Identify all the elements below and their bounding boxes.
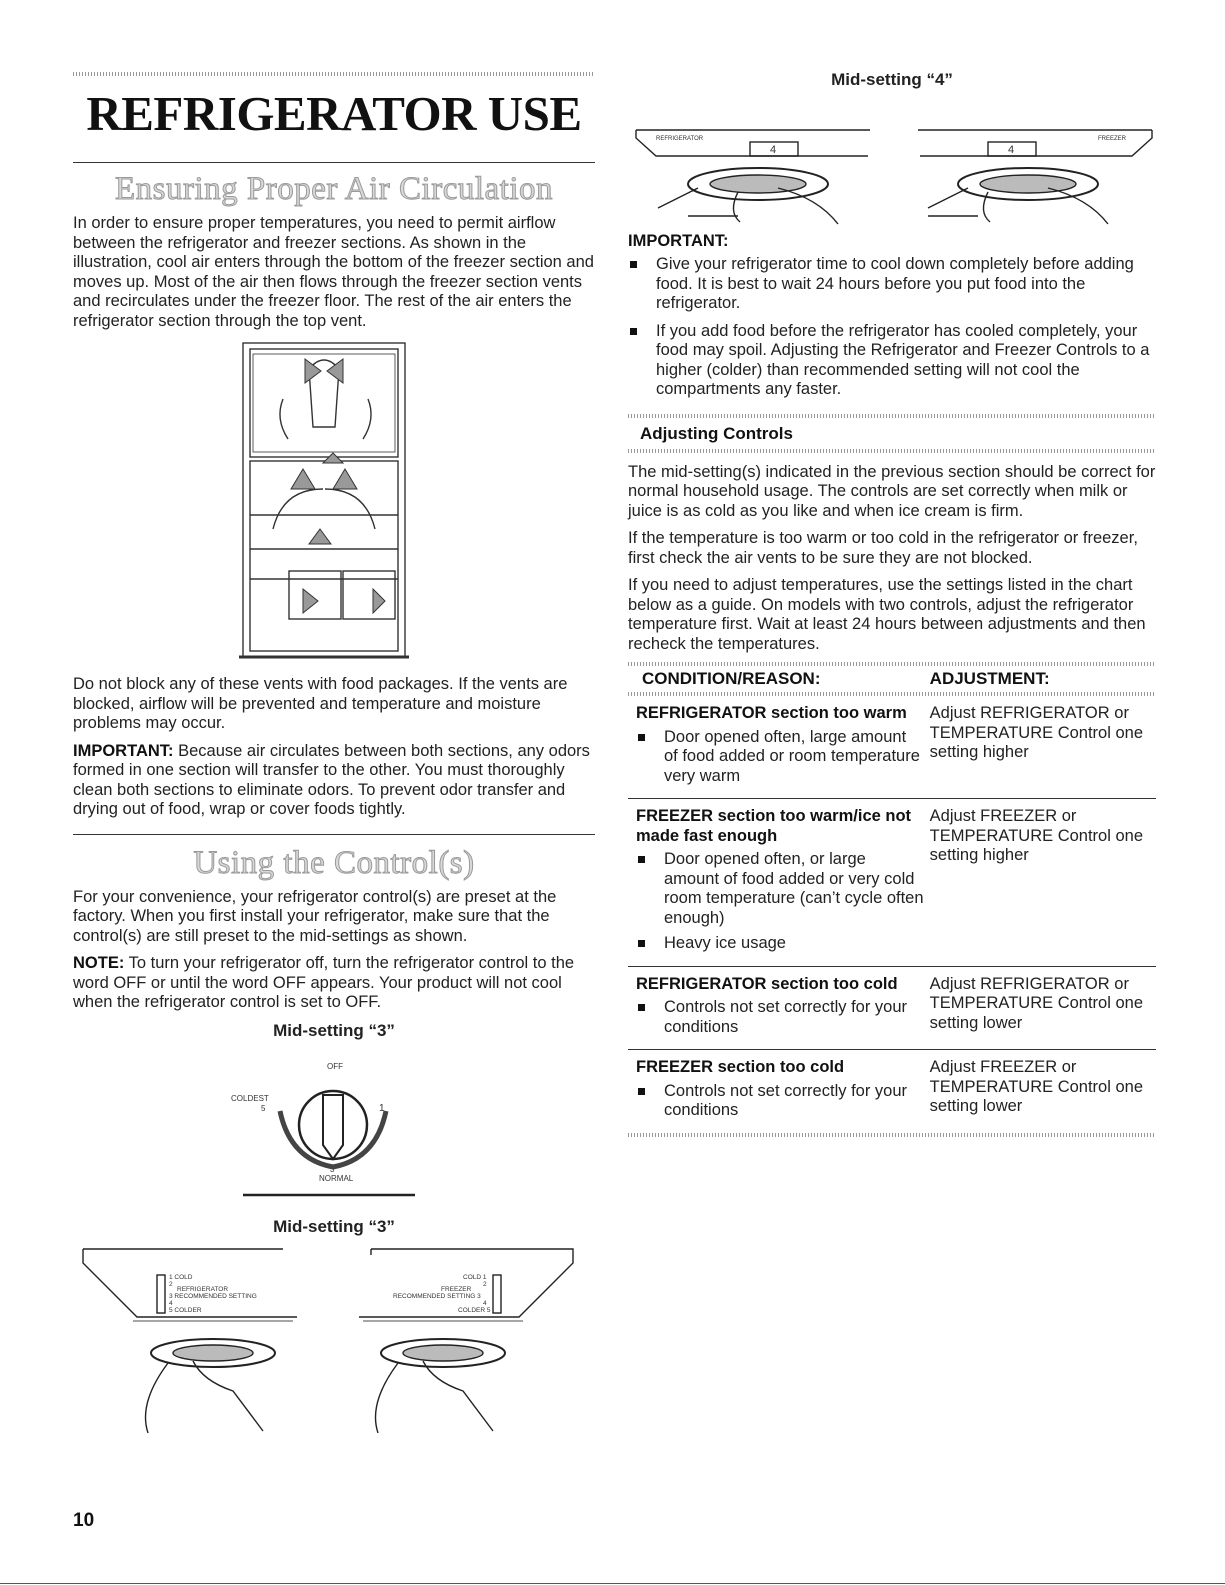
condition-bullet: Controls not set correctly for your conditions	[636, 998, 924, 1037]
slider-right-line-2: 2	[483, 1280, 487, 1288]
top-mount-controls-illustration	[628, 96, 1156, 226]
condition-bullets	[636, 1082, 924, 1121]
top-hatch-rule	[73, 72, 595, 76]
adjustment-cell: Adjust REFRIGERATOR or TEMPERATURE Control one setting higher	[929, 704, 1144, 761]
important-bullets	[628, 255, 1156, 400]
note-label: NOTE:	[73, 954, 125, 972]
slider-left-brand: REFRIGERATOR	[177, 1285, 229, 1293]
top-left-control-number: 4	[770, 144, 777, 156]
table-row	[628, 696, 1156, 799]
left-column	[73, 72, 595, 1433]
slider-left-line-3: 3 RECOMMENDED SETTING	[169, 1292, 257, 1300]
important-bullet: If you add food before the refrigerator has cooled completely, your food may spoil. Adjusting the Refrigerator and Freezer Controls to a higher (colder) than recommended setting will not cool the compartments any faster.	[628, 322, 1156, 400]
important-odors-paragraph	[73, 742, 595, 820]
dial-control-illustration	[73, 1047, 595, 1207]
adjusting-paragraph: If the temperature is too warm or too cold in the refrigerator or freezer, first check the air vents to be sure they are not blocked.	[628, 529, 1138, 567]
slider-left-line-2: 2	[169, 1280, 173, 1288]
condition-title: REFRIGERATOR section too warm	[636, 704, 907, 722]
table-row	[628, 1050, 1156, 1133]
slider-right-line-3: RECOMMENDED SETTING 3	[393, 1292, 481, 1300]
title-rule	[73, 162, 595, 163]
slider-right-line-5: COLDER 5	[458, 1306, 491, 1314]
slider-left-line-4: 4	[169, 1299, 173, 1307]
adjusting-paragraph: The mid-setting(s) indicated in the previous section should be correct for normal household usage. The controls are set correctly when milk or juice is as cold as you like and when ice cream is firm.	[628, 462, 1156, 520]
top-right-control-number: 4	[1008, 144, 1015, 156]
condition-bullet: Controls not set correctly for your conditions	[636, 1082, 924, 1121]
note-text: To turn your refrigerator off, turn the refrigerator control to the word OFF or until the word OFF appears. Your product will not cool when the refrigerator control is set to OFF.	[73, 954, 575, 1011]
page-title: REFRIGERATOR USE	[86, 86, 582, 141]
note-paragraph	[73, 954, 595, 1013]
condition-bullets	[636, 850, 924, 954]
condition-cell	[628, 799, 924, 967]
section-rule	[73, 834, 595, 835]
slider-left-line-1: 1 COLD	[169, 1273, 193, 1281]
dial-5-label: 5	[261, 1103, 266, 1113]
slider-right-line-4: 4	[483, 1299, 487, 1307]
top-left-control-label: REFRIGERATOR	[656, 136, 704, 142]
page-number: 10	[73, 1510, 95, 1531]
table-bottom-hatch	[628, 1133, 1156, 1137]
page-bottom-rule	[0, 1583, 1225, 1584]
condition-title: FREEZER section too warm/ice not made fast enough	[636, 807, 912, 845]
adjustment-column-header: ADJUSTMENT:	[929, 669, 1050, 688]
controls-paragraph: For your convenience, your refrigerator control(s) are preset at the factory. When you first install your refrigerator, make sure that the control(s) are still preset to the mid-settings as shown.	[73, 887, 557, 945]
condition-cell	[628, 1050, 924, 1133]
important-odors-text: Because air circulates between both sections, any odors formed in one section will transfer to the other. You must thoroughly clean both sections to eliminate odors. To prevent odor transfer and drying out of food, wrap or cover foods tightly.	[73, 741, 590, 818]
table-row	[628, 799, 1156, 967]
air-circulation-paragraph: In order to ensure proper temperatures, you need to permit airflow between the refrigerator and freezer sections. As shown in the illustration, cool air enters through the bottom of the freezer section and moves up. Most of the air then flows through the freezer section vents and recirculates under the freezer floor. The rest of the air enters the refrigerator section through the top vent.	[73, 214, 594, 330]
adjustment-cell: Adjust FREEZER or TEMPERATURE Control one setting lower	[924, 1050, 1156, 1133]
section-heading-air-circulation: Ensuring Proper Air Circulation	[114, 171, 554, 207]
dial-normal-label: NORMAL	[319, 1173, 354, 1183]
condition-bullet: Door opened often, or large amount of food added or very cold room temperature (can’t cycle often enough)	[636, 850, 924, 928]
table-header-row	[628, 666, 1156, 692]
condition-bullet: Heavy ice usage	[636, 934, 924, 954]
condition-cell	[628, 966, 924, 1050]
important-label: IMPORTANT:	[73, 741, 174, 760]
adjusting-bottom-hatch	[628, 449, 1156, 453]
section-heading-controls: Using the Control(s)	[193, 844, 475, 881]
mid-setting-4-caption: Mid-setting “4”	[831, 70, 953, 89]
adjustment-table	[628, 666, 1156, 1133]
dial-off-label: OFF	[327, 1061, 343, 1071]
adjusting-paragraph: If you need to adjust temperatures, use the settings listed in the chart below as a guide. On models with two controls, adjust the refrigerator temperature first. Wait at least 24 hours between adjustments and then recheck the temperatures.	[628, 576, 1146, 653]
vents-paragraph: Do not block any of these vents with food packages. If the vents are blocked, airflow will be prevented and temperature and moisture problems may occur.	[73, 675, 568, 732]
condition-bullets	[636, 998, 924, 1037]
slider-left-line-5: 5 COLDER	[169, 1306, 202, 1314]
dial-coldest-label: COLDEST	[231, 1093, 269, 1103]
condition-cell	[628, 696, 924, 799]
adjusting-controls-heading: Adjusting Controls	[640, 423, 793, 443]
dial-3-label: 3	[330, 1164, 335, 1174]
condition-bullets	[636, 728, 924, 787]
condition-bullet: Door opened often, large amount of food added or room temperature very warm	[636, 728, 924, 787]
dial-1-label: 1	[379, 1102, 385, 1114]
airflow-illustration	[73, 339, 595, 671]
slider-controls-illustration	[73, 1243, 595, 1433]
condition-column-header: CONDITION/REASON:	[642, 669, 821, 688]
important-label-right: IMPORTANT:	[628, 232, 729, 250]
condition-title: FREEZER section too cold	[636, 1058, 845, 1076]
slider-right-brand: FREEZER	[441, 1285, 472, 1293]
right-column	[628, 70, 1156, 1137]
table-row	[628, 966, 1156, 1050]
mid-setting-caption-dial: Mid-setting “3”	[273, 1020, 395, 1040]
adjustment-cell: Adjust REFRIGERATOR or TEMPERATURE Control one setting lower	[924, 966, 1156, 1050]
mid-setting-caption-sliders: Mid-setting “3”	[273, 1216, 395, 1236]
slider-right-line-1: COLD 1	[463, 1273, 487, 1281]
adjustment-cell: Adjust FREEZER or TEMPERATURE Control one setting higher	[924, 799, 1156, 967]
top-right-control-label: FREEZER	[1098, 136, 1127, 142]
important-bullet: Give your refrigerator time to cool down completely before adding food. It is best to wait 24 hours before you put food into the refrigerator.	[628, 255, 1156, 314]
condition-title: REFRIGERATOR section too cold	[636, 974, 898, 993]
